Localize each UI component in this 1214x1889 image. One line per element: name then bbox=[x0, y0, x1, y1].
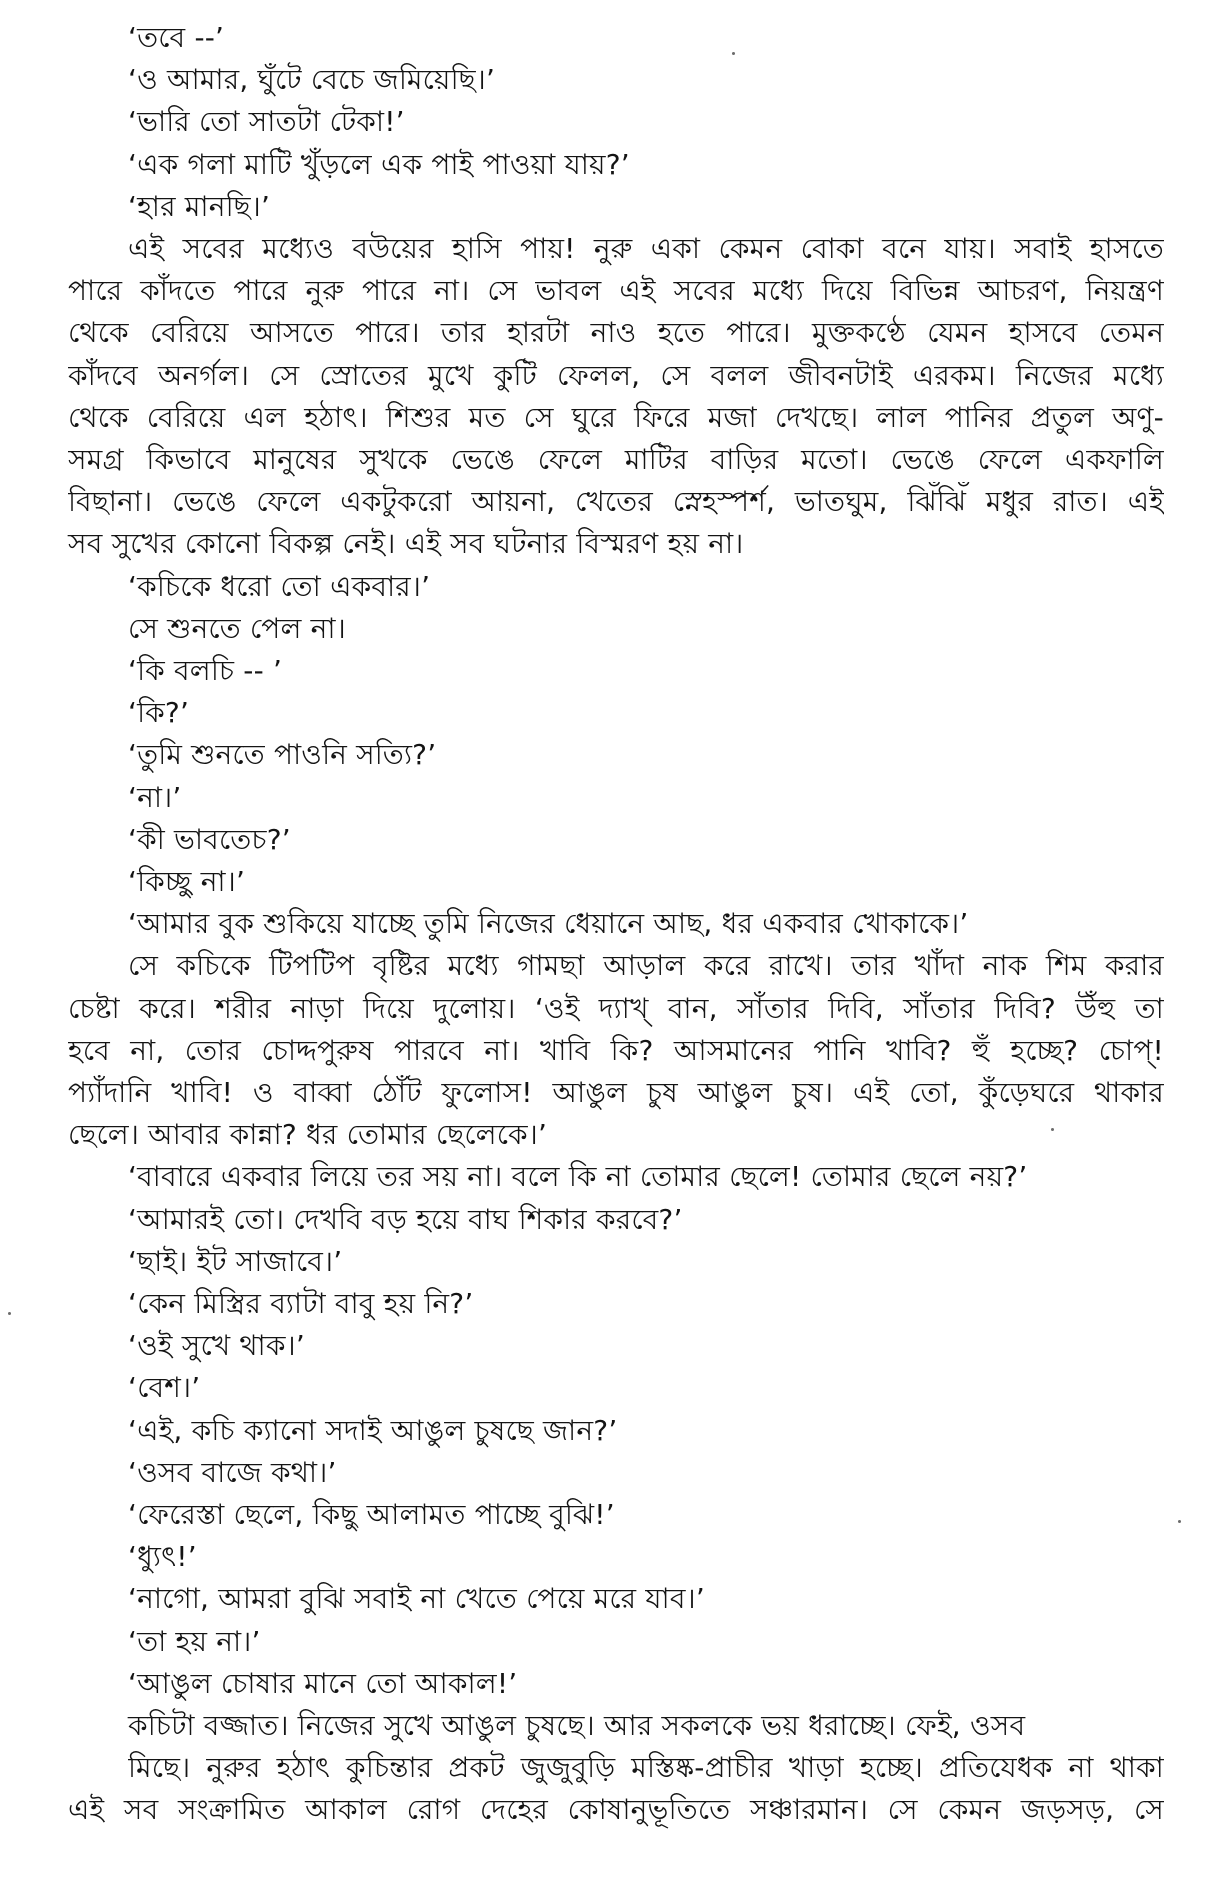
paragraph-line: পারে কাঁদতে পারে নুরু পারে না। সে ভাবল এই সবের মধ্যে দিয়ে বিভিন্ন আচরণ, নিয়ন্ত্রণ bbox=[68, 274, 1164, 308]
text-line: ‘কেন মিস্ত্রির ব্যাটা বাবু হয় নি?’ bbox=[128, 1287, 474, 1320]
paragraph-line: চেষ্টা করে। শরীর নাড়া দিয়ে দুলোয়। ‘ওই দ্যাখ্ বান, সাঁতার দিবি, সাঁতার দিবি? উঁহু তা bbox=[68, 991, 1164, 1025]
paragraph-line: মিছে। নুরুর হঠাৎ কুচিন্তার প্রকট জুজুবুড়ি মস্তিষ্ক-প্রাচীর খাড়া হচ্ছে। প্রতিযেধক না থাকা bbox=[128, 1751, 1164, 1785]
paragraph-line: থেকে বেরিয়ে আসতে পারে। তার হারটা নাও হতে পারে। মুক্তকণ্ঠে যেমন হাসবে তেমন bbox=[68, 316, 1164, 350]
text-line: ‘আঙুল চোষার মানে তো আকাল!’ bbox=[128, 1666, 518, 1700]
text-line: ‘না।’ bbox=[128, 780, 182, 814]
paragraph-line: প্যাঁদানি খাবি! ও বাব্বা ঠোঁট ফুলোস! আঙুল চুষ আঙুল চুষ। এই তো, কুঁড়েঘরে থাকার bbox=[68, 1076, 1164, 1109]
text-line: সব সুখের কোনো বিকল্প নেই। এই সব ঘটনার বিস্মরণ হয় না। bbox=[68, 527, 744, 561]
paragraph-line: এই সবের মধ্যেও বউয়ের হাসি পায়! নুরু একা কেমন বোকা বনে যায়। সবাই হাসতে bbox=[128, 232, 1164, 265]
text-line: ‘বাবারে একবার লিয়ে তর সয় না। বলে কি না তোমার ছেলে! তোমার ছেলে নয়?’ bbox=[128, 1160, 1028, 1194]
text-line: ‘আমারই তো। দেখবি বড় হয়ে বাঘ শিকার করবে?’ bbox=[128, 1202, 683, 1236]
scan-speck bbox=[1178, 1520, 1181, 1523]
text-line: ‘এই, কচি ক্যানো সদাই আঙুল চুষছে জান?’ bbox=[128, 1413, 618, 1447]
text-line: ‘কী ভাবতেচ?’ bbox=[128, 822, 291, 856]
text-line: ‘ওসব বাজে কথা।’ bbox=[128, 1455, 337, 1489]
text-line: কচিটা বজ্জাত। নিজের সুখে আঙুল চুষছে। আর সকলকে ভয় ধরাচ্ছে। ফেই, ওসব bbox=[128, 1709, 1026, 1742]
paragraph-line: এই সব সংক্রামিত আকাল রোগ দেহের কোষানুভূতিতে সঞ্চারমান। সে কেমন জড়সড়, সে bbox=[68, 1793, 1164, 1827]
text-line: সে শুনতে পেল না। bbox=[128, 611, 346, 645]
text-line: ‘ও আমার, ঘুঁটে বেচে জমিয়েছি।’ bbox=[128, 63, 496, 97]
scan-speck bbox=[8, 1312, 11, 1315]
scan-speck bbox=[732, 52, 735, 55]
text-line: ‘ছাই। ইট সাজাবে।’ bbox=[128, 1244, 343, 1278]
text-line: ‘ফেরেস্তা ছেলে, কিছু আলামত পাচ্ছে বুঝি!’ bbox=[128, 1498, 615, 1531]
text-line: ‘ভারি তো সাতটা টেকা!’ bbox=[128, 105, 405, 139]
text-line: ‘ধ্যুৎ!’ bbox=[128, 1540, 197, 1574]
text-line: ‘কচিকে ধরো তো একবার।’ bbox=[128, 569, 431, 603]
text-line: ‘কি বলচি -- ’ bbox=[128, 654, 283, 687]
text-line: ‘তা হয় না।’ bbox=[128, 1624, 261, 1658]
scan-speck bbox=[1051, 1128, 1054, 1131]
paragraph-line: কাঁদবে অনর্গল। সে স্রোতের মুখে কুটি ফেলল, সে বলল জীবনটাই এরকম। নিজের মধ্যে bbox=[68, 358, 1164, 392]
paragraph-line: সমগ্র কিভাবে মানুষের সুখকে ভেঙে ফেলে মাটির বাড়ির মতো। ভেঙে ফেলে একফালি bbox=[68, 443, 1164, 476]
text-line: ‘কিচ্ছু না।’ bbox=[128, 865, 246, 898]
paragraph-line: থেকে বেরিয়ে এল হঠাৎ। শিশুর মত সে ঘুরে ফিরে মজা দেখছে। লাল পানির প্রতুল অণু- bbox=[68, 400, 1164, 434]
text-line: ‘নাগো, আমরা বুঝি সবাই না খেতে পেয়ে মরে যাব।’ bbox=[128, 1582, 705, 1616]
text-line: ‘আমার বুক শুকিয়ে যাচ্ছে তুমি নিজের ধেয়ানে আছ, ধর একবার খোকাকে।’ bbox=[128, 907, 969, 941]
text-line: ‘তুমি শুনতে পাওনি সত্যি?’ bbox=[128, 738, 437, 772]
text-line: ছেলে। আবার কান্না? ধর তোমার ছেলেকে।’ bbox=[68, 1118, 548, 1152]
text-line: ‘ওই সুখে থাক।’ bbox=[128, 1329, 305, 1363]
paragraph-line: সে কচিকে টিপটিপ বৃষ্টির মধ্যে গামছা আড়াল করে রাখে। তার খাঁদা নাক শিম করার bbox=[128, 949, 1164, 983]
paragraph-line: হবে না, তোর চোদ্দপুরুষ পারবে না। খাবি কি? আসমানের পানি খাবি? হুঁ হচ্ছে? চোপ্! bbox=[68, 1033, 1164, 1067]
paragraph-line: বিছানা। ভেঙে ফেলে একটুকরো আয়না, খেতের স্নেহস্পর্শ, ভাতঘুম, ঝিঁঝিঁ মধুর রাত। এই bbox=[68, 485, 1164, 519]
text-line: ‘তবে --’ bbox=[128, 21, 225, 54]
text-line: ‘এক গলা মাটি খুঁড়লে এক পাই পাওয়া যায়?’ bbox=[128, 147, 630, 181]
text-line: ‘কি?’ bbox=[128, 696, 190, 730]
text-line: ‘বেশ।’ bbox=[128, 1371, 201, 1405]
text-line: ‘হার মানছি।’ bbox=[128, 189, 271, 223]
